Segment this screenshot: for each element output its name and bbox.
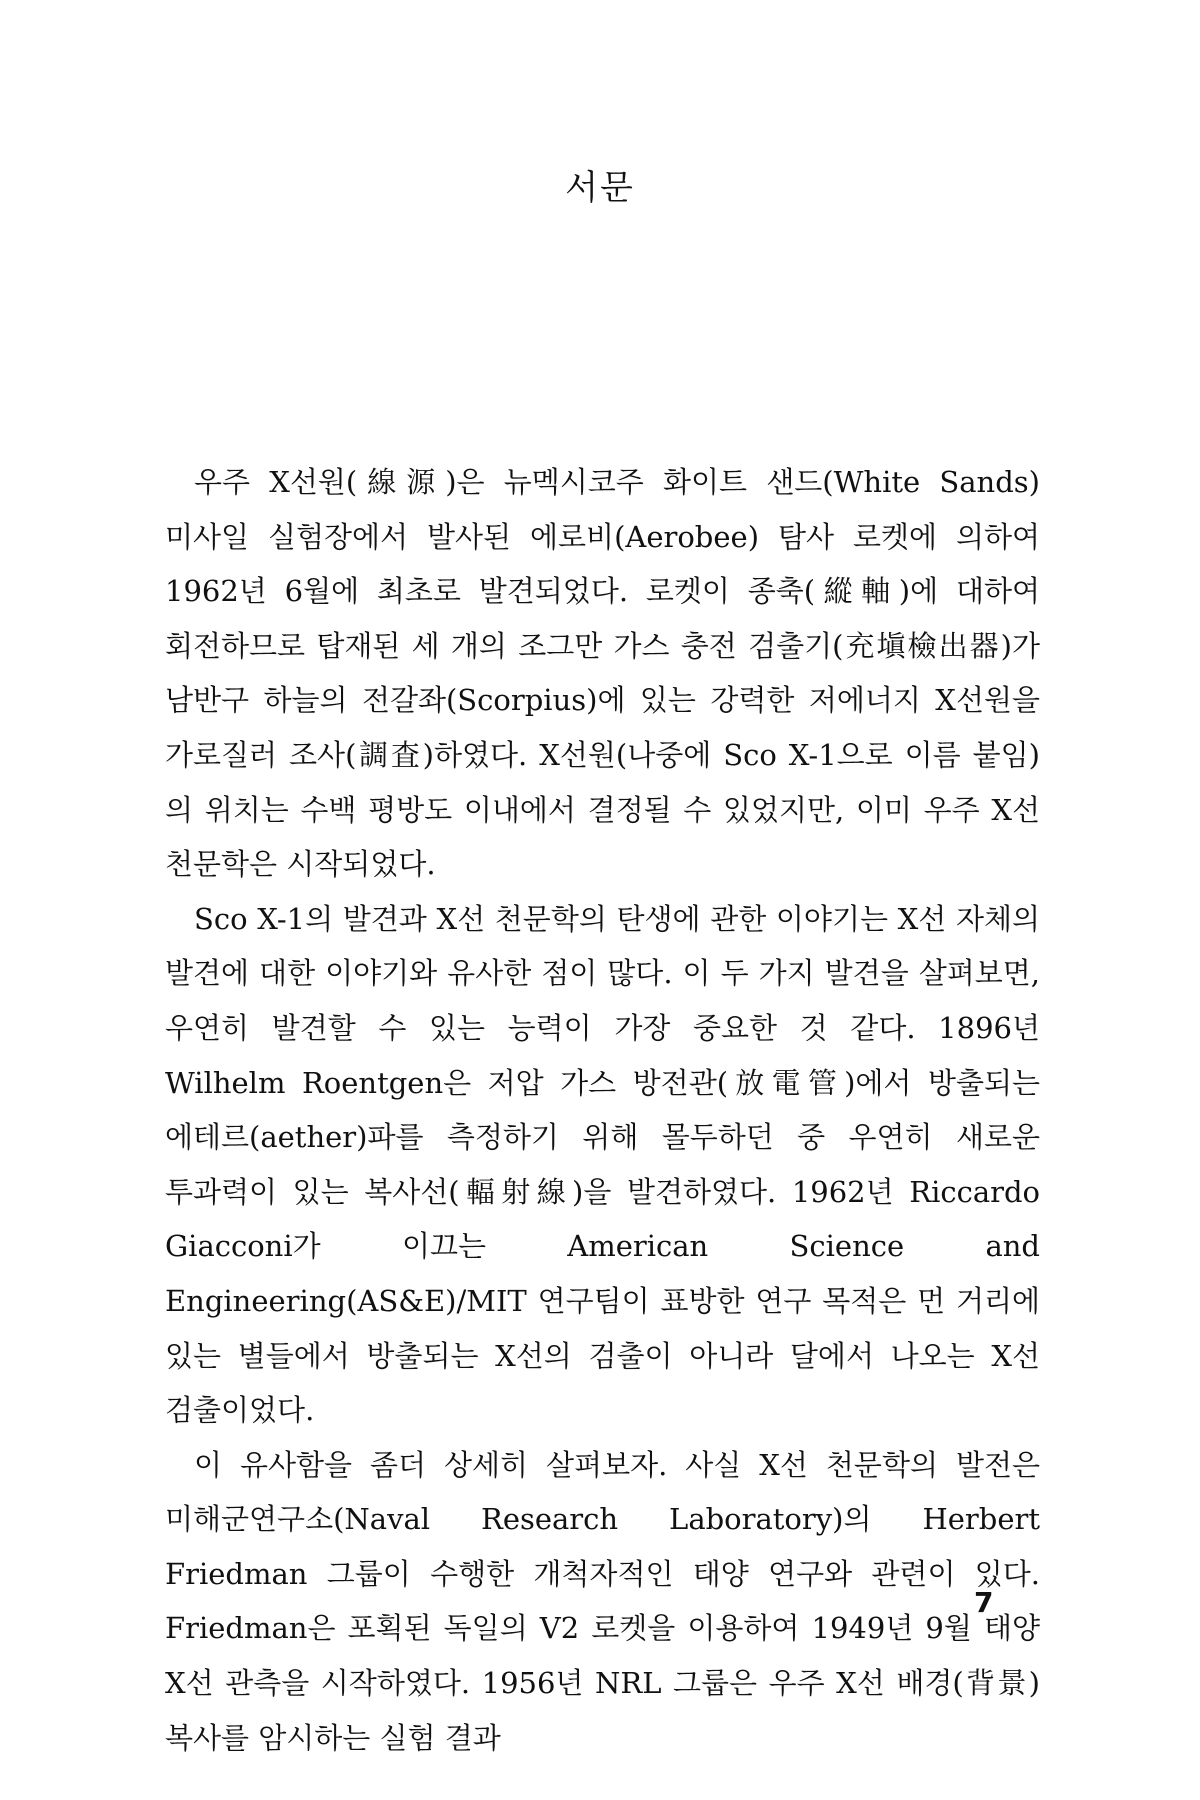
page-title: 서문 [565, 168, 635, 208]
paragraph-3: 이 유사함을 좀더 상세히 살펴보자. 사실 X선 천문학의 발전은 미해군연구소(Naval Research Laboratory)의 Herbert Friedman 그룹이 수행한 개척자적인 태양 연구와 관련이 있다. Friedman은 포획된 독일의 V2 로켓을 이용하여 1949년 9월 태양 X선 관측을 시작하였다. 1956년 NRL 그룹은 우주 X선 배경(背景) 복사를 암시하는 실험 결과 [165, 1447, 1040, 1755]
body-text [165, 455, 1040, 1765]
paragraph-2: Sco X-1의 발견과 X선 천문학의 탄생에 관한 이야기는 X선 자체의 발견에 대한 이야기와 유사한 점이 많다. 이 두 가지 발견을 살펴보면, 우연히 발견할 수 있는 능력이 가장 중요한 것 같다. 1896년 Wilhelm Roentgen은 저압 가스 방전관(放電管)에서 방출되는 에테르(aether)파를 측정하기 위해 몰두하던 중 우연히 새로운 투과력이 있는 복사선(輻射線)을 발견하였다. 1962년 Riccardo Giacconi가 이끄는 American Science and Engineering(AS&E)/MIT 연구팀이 표방한 연구 목적은 먼 거리에 있는 별들에서 방출되는 X선의 검출이 아니라 달에서 나오는 X선 검출이었다. [165, 901, 1040, 1428]
paragraph-1: 우주 X선원(線源)은 뉴멕시코주 화이트 샌드(White Sands) 미사일 실험장에서 발사된 에로비(Aerobee) 탐사 로켓에 의하여 1962년 6월에 최초로 발견되었다. 로켓이 종축(縱軸)에 대하여 회전하므로 탑재된 세 개의 조그만 가스 충전 검출기(充塡檢出器)가 남반구 하늘의 전갈좌(Scorpius)에 있는 강력한 저에너지 X선원을 가로질러 조사(調査)하였다. X선원(나중에 Sco X-1으로 이름 붙임)의 위치는 수백 평방도 이내에서 결정될 수 있었지만, 이미 우주 X선 천문학은 시작되었다. [165, 465, 1040, 882]
page-number: 7 [974, 1586, 994, 1619]
